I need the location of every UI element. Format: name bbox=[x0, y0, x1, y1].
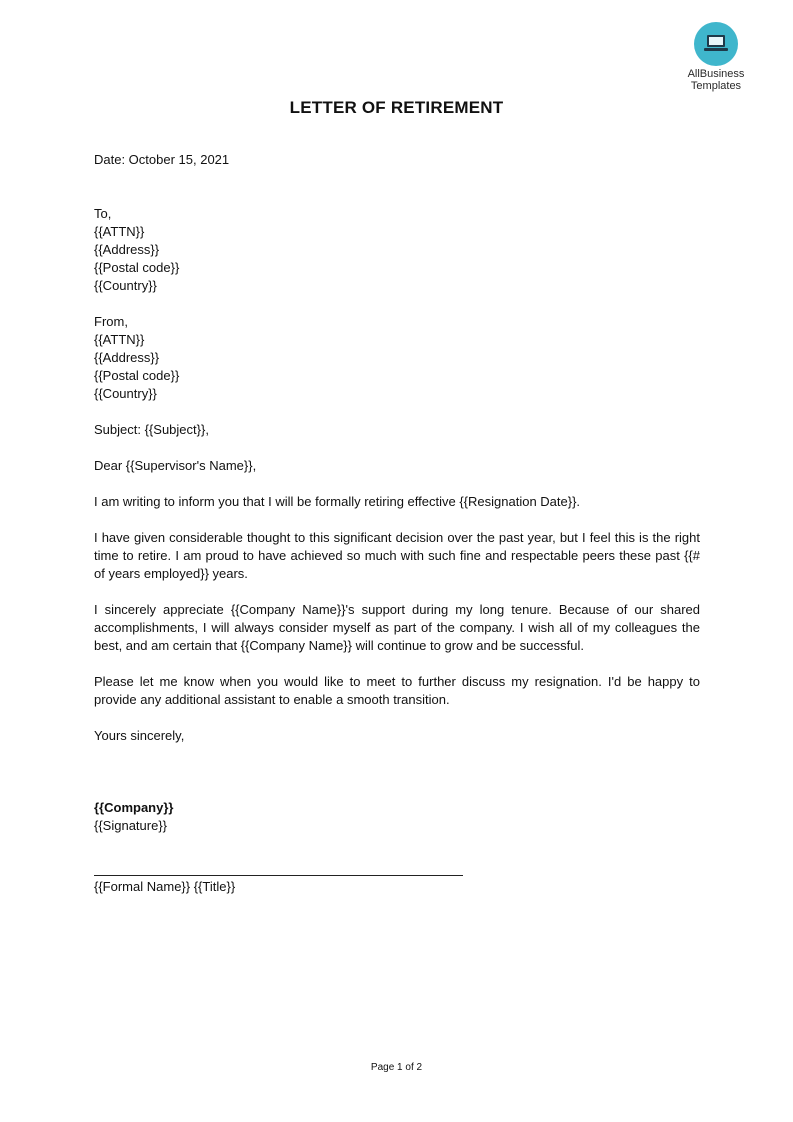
logo-line-2: Templates bbox=[690, 80, 742, 92]
sender-line: From, bbox=[94, 314, 128, 329]
recipient-line: {{ATTN}} bbox=[94, 224, 145, 239]
sender-line: {{Address}} bbox=[94, 350, 160, 365]
sender-line: {{Postal code}} bbox=[94, 368, 180, 383]
brand-logo bbox=[683, 22, 749, 92]
signature-line bbox=[94, 875, 463, 896]
recipient-line: {{Postal code}} bbox=[94, 260, 180, 275]
body-paragraph: I am writing to inform you that I will be formally retiring effective {{Resignation Date}}. bbox=[94, 494, 581, 509]
closing: Yours sincerely, bbox=[94, 728, 185, 743]
laptop-icon bbox=[703, 33, 729, 55]
sender-line: {{Country}} bbox=[94, 386, 157, 401]
logo-circle bbox=[694, 22, 738, 66]
logo-line-1: AllBusiness bbox=[687, 68, 745, 80]
recipient-block bbox=[94, 205, 700, 295]
letter-body bbox=[94, 151, 700, 896]
recipient-line: {{Country}} bbox=[94, 278, 157, 293]
sender-line: {{ATTN}} bbox=[94, 332, 145, 347]
body-paragraph: I sincerely appreciate {{Company Name}}'s support during my long tenure. Because of our shared accomplishments, I will always consider myself as part of the company. I wish all of my colleagues the best, and am certain that {{Company Name}} will continue to grow and be successful. bbox=[94, 602, 700, 653]
company-placeholder: {{Company}} bbox=[94, 800, 174, 815]
sender-block bbox=[94, 313, 700, 403]
body-paragraph: Please let me know when you would like to meet to further discuss my resignation. I'd be happy to provide any additional assistant to enable a smooth transition. bbox=[94, 674, 700, 707]
recipient-line: {{Address}} bbox=[94, 242, 160, 257]
recipient-line: To, bbox=[94, 206, 112, 221]
date-line: Date: October 15, 2021 bbox=[94, 152, 230, 167]
body-paragraph: I have given considerable thought to this significant decision over the past year, but I feel this is the right time to retire. I am proud to have achieved so much with such fine and respectable peers these past {{# of years employed}} years. bbox=[94, 530, 700, 581]
logo-text bbox=[683, 68, 749, 92]
subject-line: Subject: {{Subject}}, bbox=[94, 422, 209, 437]
page-number: Page 1 of 2 bbox=[370, 1062, 423, 1073]
signature-placeholder: {{Signature}} bbox=[94, 818, 168, 833]
document-title: LETTER OF RETIREMENT bbox=[289, 98, 504, 117]
greeting: Dear {{Supervisor's Name}}, bbox=[94, 458, 257, 473]
formal-name: {{Formal Name}} {{Title}} bbox=[94, 879, 236, 894]
